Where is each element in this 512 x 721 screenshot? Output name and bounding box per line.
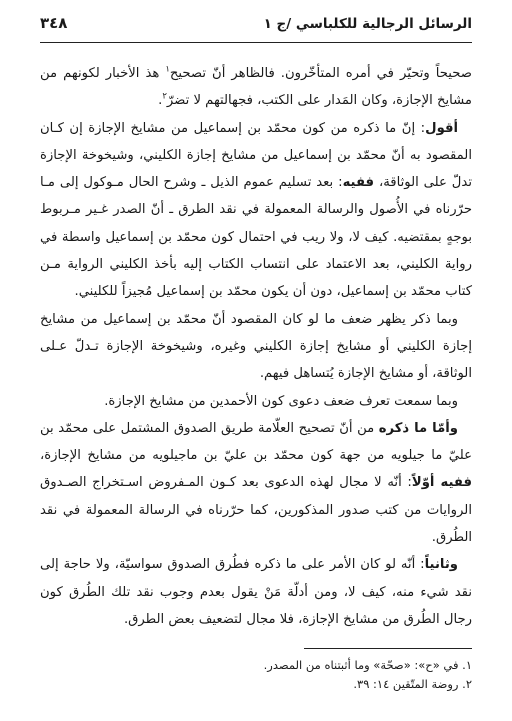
footnotes [40,656,472,694]
footnote-ref-2[interactable]: ٢ [162,91,167,102]
paragraph-2: أقول: إنّ ما ذكره من كون محمّد بن إسماعيل من مشايخ الإجازة إن كـان المقصود به أنّ محمّد بن إسماعيل من مشايخ إجازة الكليني، وشيخوخة الإجازة تدلّ على الوثاقة، ففيه: بعد تسليم عموم الذيل ـ وشرح الحال مـوكول إلى مـا حرّرناه في الأُصول والرسالة المعمولة في نقد الطرق ـ أنّ الصدر غـير مـربوط بوجهٍ بمقتضيه. كيف لا، ولا ريب في احتمال كون محمّد بن إسماعيل واسطة في رواية الكليني، بعد الاعتماد على انتساب الكتاب إليه بأخذ الكليني الرواية مـن كتاب محمّد بن إسماعيل، دون أن يكون محمّد بن إسماعيل مُجيزاً للكليني. [40,120,472,300]
paragraph-6: وثانياً: أنّه لو كان الأمر على ما ذكره فطُرق الصدوق سواسيّة، ولا حاجة إلى نقد شيء منه، كيف لا، ومن أدلّة مَنْ يقول بعدم وجوب نقد تلك الطُرق كون رجال الطُرق من مشايخ الإجازة، فلا مجال لتضعيف بعض الطرق. [40,557,472,627]
paragraph-label: ففيه [342,175,375,191]
header-divider [40,42,472,43]
footnote-1: ١. في «ح»: «صحّة» وما أثبتناه من المصدر. [263,658,472,672]
footnote-ref-1[interactable]: ١ [165,64,170,75]
paragraph-label: أقول [425,120,458,136]
paragraph-label: ففيه أوّلاً [411,475,472,491]
footnote-divider [304,648,472,649]
paragraph-1: صحيحاً وتحيّر في أمره المتأخّرون. فالظاهر أنّ تصحيح$^١$ هذ الأخبار لكونهم من مشايخ الإجازة، وكان المَدار على الكتب، فجهالتهم لا تضرّ$^٢$. [40,64,472,109]
paragraph-label: وأمّا ما ذكره [378,420,458,436]
paragraph-label: وثانياً [424,557,458,573]
main-text [40,60,472,633]
running-title: الرسائل الرجالية للكلباسي /ج ١ [263,16,472,32]
page-header [40,14,472,38]
paragraph-4: وبما سمعت تعرف ضعف دعوى كون الأحمدين من مشايخ الإجازة. [104,393,458,409]
paragraph-5: وأمّا ما ذكره من أنّ تصحيح العلّامة طريق الصدوق المشتمل على محمّد بن عليّ ما جيلويه من جهة كون محمّد بن عليّ بن ماجيلويه من مشايخ الإجازة، ففيه أوّلاً: أنّه لا مجال لهذه الدعوى بعد كـون المـفروض اسـتخراج الصـدوق الروايات من كتب صدور المذكورين، كما حرّرناه في الرسالة المعمولة في نقد الطُرق. [40,420,472,546]
footnote-2: ٢. روضة المتّقين ١٤: ٣٩. [353,677,472,691]
page-number: ٣٤٨ [40,14,68,32]
paragraph-3: وبما ذكر يظهر ضعف ما لو كان المقصود أنّ محمّد بن إسماعيل من مشايخ إجازة الكليني أو مشايخ إجازة الكليني وغيره، وشيخوخة الإجازة تـدلّ عـلى الوثاقة، أو مشايخ الإجازة يُتساهل فيهم. [40,311,472,382]
